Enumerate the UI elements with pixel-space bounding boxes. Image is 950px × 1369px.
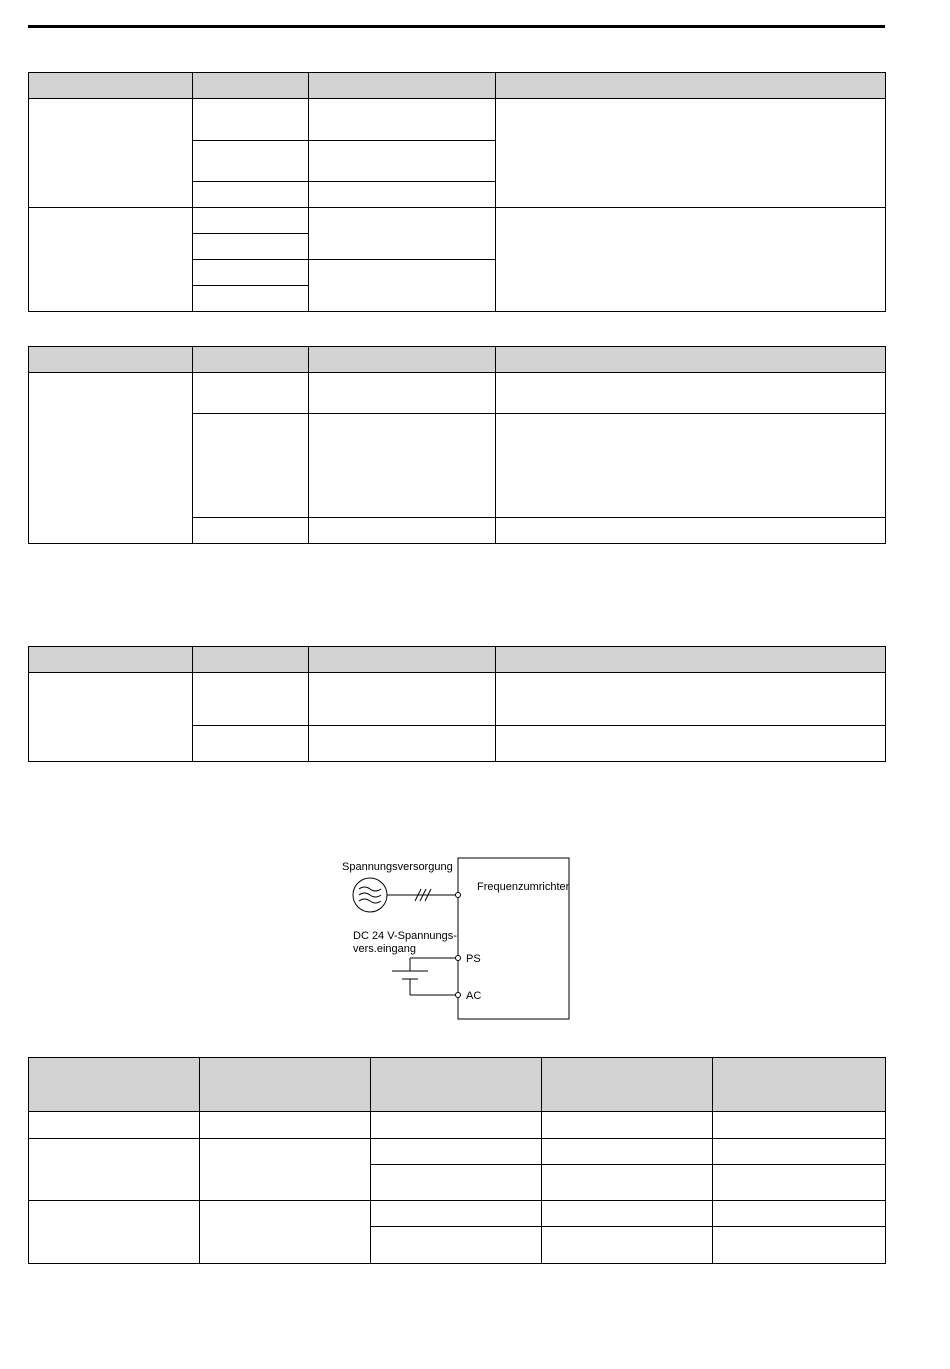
table-cell (309, 373, 496, 414)
table-cell (200, 1139, 371, 1201)
table-cell (193, 414, 309, 518)
battery-icon (392, 958, 458, 995)
table-cell (496, 673, 886, 726)
table-cell (309, 726, 496, 762)
ps-terminal (456, 956, 461, 961)
ac-source-icon (353, 878, 387, 912)
table-cell (713, 1165, 886, 1201)
table-cell (309, 99, 496, 141)
table-cell (193, 141, 309, 182)
table-cell (193, 286, 309, 312)
power-terminal (456, 893, 461, 898)
dc-input-label-line2: vers.eingang (353, 943, 416, 955)
table-cell (193, 373, 309, 414)
parameter-table-1 (28, 72, 886, 312)
table-cell (371, 1139, 542, 1165)
header-cell (309, 73, 496, 99)
table-header-row (29, 73, 886, 99)
table-cell (496, 726, 886, 762)
table-row (29, 673, 886, 726)
parameter-table-2 (28, 346, 886, 544)
ac-terminal (456, 993, 461, 998)
page-header-rule (28, 25, 885, 28)
header-cell (496, 347, 886, 373)
header-cell (371, 1058, 542, 1112)
header-cell (309, 647, 496, 673)
table-cell (309, 208, 496, 260)
table-cell (309, 673, 496, 726)
table-cell (193, 99, 309, 141)
header-cell (29, 647, 193, 673)
table-cell (29, 99, 193, 208)
inverter-label: Frequenzumrichter (477, 881, 570, 893)
table-row (29, 373, 886, 414)
table-cell (309, 182, 496, 208)
table-cell (371, 1201, 542, 1227)
header-cell (29, 73, 193, 99)
table-cell (29, 1112, 200, 1139)
table-cell (542, 1112, 713, 1139)
table-cell (309, 518, 496, 544)
header-cell (713, 1058, 886, 1112)
table-cell (496, 99, 886, 208)
table-cell (542, 1165, 713, 1201)
terminal-ps-label: PS (466, 953, 481, 965)
table-cell (542, 1201, 713, 1227)
table-cell (309, 414, 496, 518)
table-cell (713, 1112, 886, 1139)
table-cell (29, 673, 193, 762)
table-cell (29, 373, 193, 544)
header-cell (496, 73, 886, 99)
table-cell (371, 1227, 542, 1264)
header-cell (496, 647, 886, 673)
wiring-diagram-svg (330, 850, 580, 1030)
table-row (29, 1139, 886, 1165)
terminal-ac-label: AC (466, 990, 482, 1002)
table-cell (496, 208, 886, 312)
table-cell (193, 260, 309, 286)
table-cell (29, 1201, 200, 1264)
table-cell (200, 1112, 371, 1139)
table-cell (309, 260, 496, 312)
header-cell (193, 647, 309, 673)
table-cell (309, 141, 496, 182)
table-cell (193, 208, 309, 234)
header-cell (29, 347, 193, 373)
table-row (29, 208, 886, 234)
table-cell (200, 1201, 371, 1264)
table-cell (713, 1201, 886, 1227)
parameter-table-3 (28, 646, 886, 762)
table-cell (193, 234, 309, 260)
dc-input-label-line1: DC 24 V-Spannungs- (353, 930, 457, 942)
wiring-diagram (330, 850, 580, 1030)
header-cell (193, 347, 309, 373)
table-cell (496, 414, 886, 518)
parameter-table-4 (28, 1057, 886, 1264)
table-row (29, 99, 886, 141)
table-cell (193, 182, 309, 208)
table-header-row (29, 647, 886, 673)
table-cell (496, 518, 886, 544)
table-cell (371, 1112, 542, 1139)
table-cell (542, 1227, 713, 1264)
table-cell (371, 1165, 542, 1201)
table-row (29, 1112, 886, 1139)
table-header-row (29, 347, 886, 373)
header-cell (309, 347, 496, 373)
table-row (29, 1201, 886, 1227)
table-header-row (29, 1058, 886, 1112)
table-cell (193, 518, 309, 544)
table-cell (713, 1227, 886, 1264)
table-cell (29, 1139, 200, 1201)
table-cell (542, 1139, 713, 1165)
header-cell (542, 1058, 713, 1112)
header-cell (193, 73, 309, 99)
power-supply-label: Spannungsversorgung (342, 861, 453, 873)
table-cell (193, 673, 309, 726)
header-cell (200, 1058, 371, 1112)
table-cell (713, 1139, 886, 1165)
table-cell (193, 726, 309, 762)
table-cell (496, 373, 886, 414)
table-cell (29, 208, 193, 312)
header-cell (29, 1058, 200, 1112)
